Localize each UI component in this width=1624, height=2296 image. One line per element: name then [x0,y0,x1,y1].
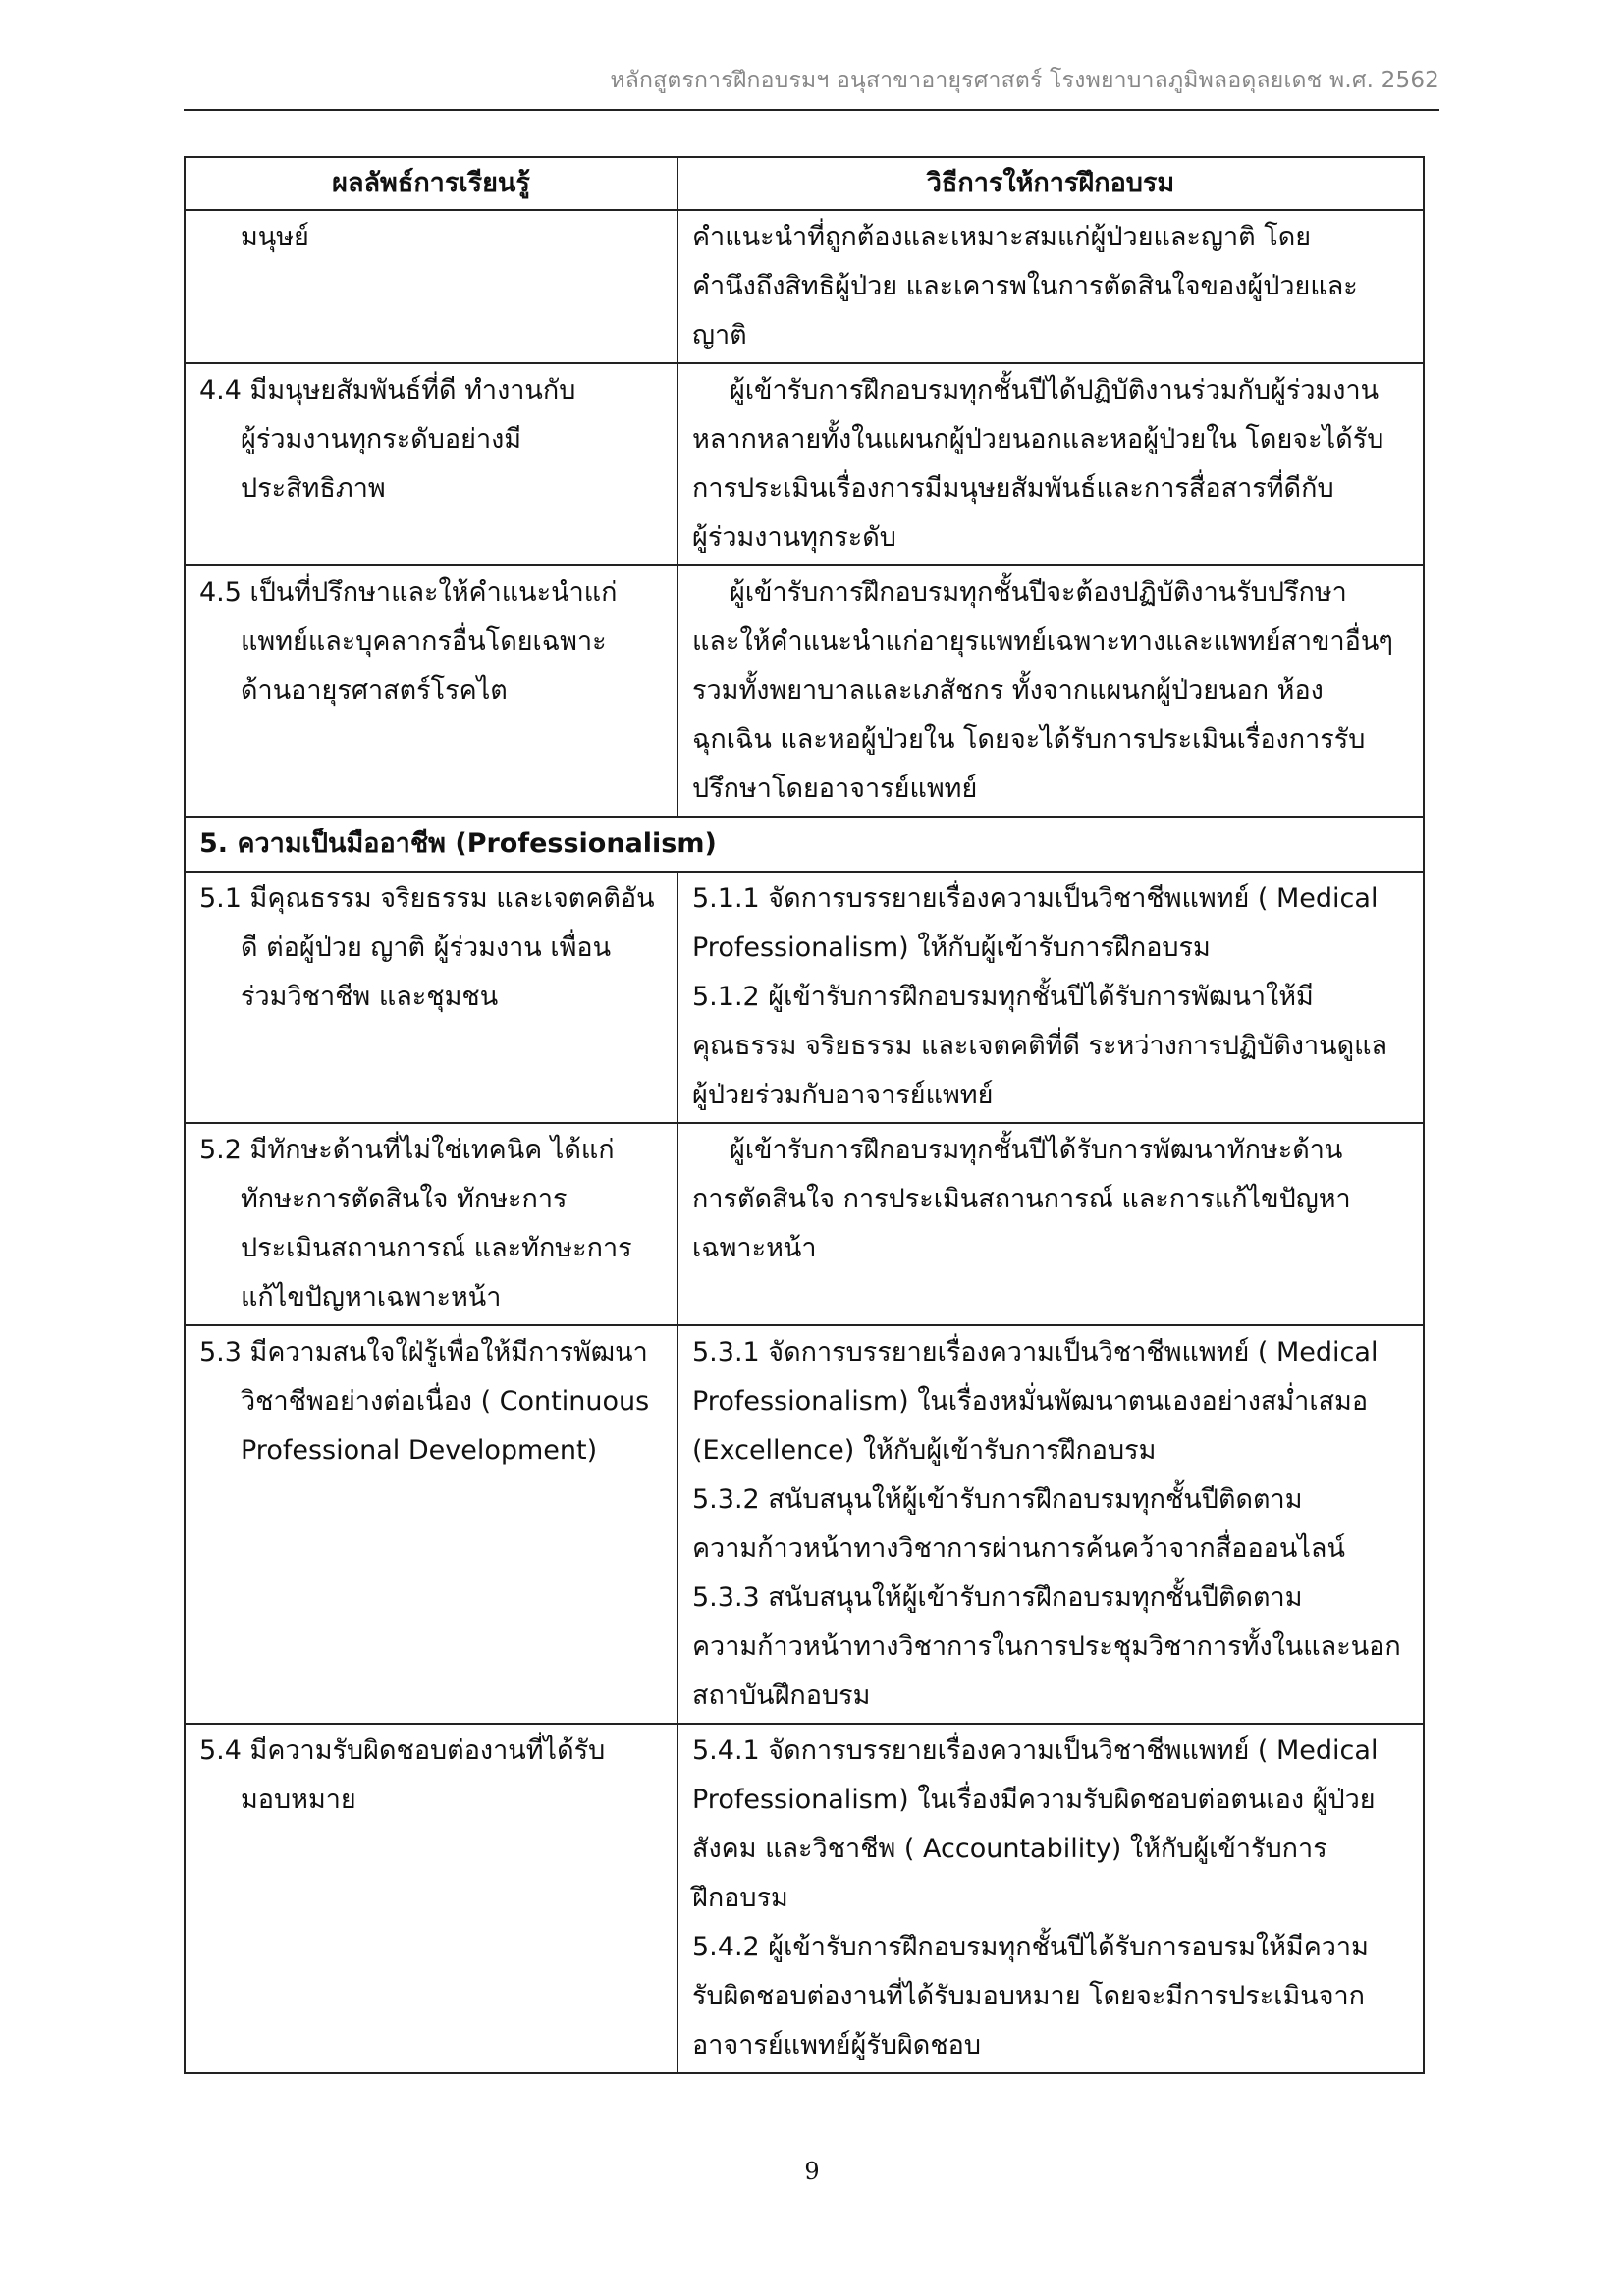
outcome-cell [185,210,677,363]
method-line: ความก้าวหน้าทางวิชาการในการประชุมวิชาการทั้งในและนอก [692,1631,1401,1662]
col-header-outcomes: ผลลัพธ์การเรียนรู้ [185,157,677,210]
method-line: ผู้เข้ารับการฝึกอบรมทุกชั้นปีจะต้องปฏิบัติงานรับปรึกษา [730,577,1347,608]
outcome-line: 5.1 มีคุณธรรม จริยธรรม และเจตคติอัน [199,883,655,914]
method-line: คำแนะนำที่ถูกต้องและเหมาะสมแก่ผู้ป่วยและญาติ โดย [692,222,1312,252]
running-header: หลักสูตรการฝึกอบรมฯ อนุสาขาอายุรศาสตร์ โรงพยาบาลภูมิพลอดุลยเดช พ.ศ. 2562 [610,68,1439,93]
method-line: 5.4.2 ผู้เข้ารับการฝึกอบรมทุกชั้นปีได้รับการอบรมให้มีความ [692,1932,1369,1962]
method-line: Professionalism) ให้กับผู้เข้ารับการฝึกอบรม [692,933,1211,963]
table-row [185,363,1424,565]
outcome-line: 5.2 มีทักษะด้านที่ไม่ใช่เทคนิค ได้แก่ [199,1135,615,1165]
page-number: 9 [804,2158,820,2185]
col-header-methods: วิธีการให้การฝึกอบรม [677,157,1424,210]
outcome-line: ประเมินสถานการณ์ และทักษะการ [241,1233,632,1263]
outcome-line: แพทย์และบุคลากรอื่นโดยเฉพาะ [241,626,607,657]
table-row [185,565,1424,817]
method-line: ความก้าวหน้าทางวิชาการผ่านการค้นคว้าจากสื่อออนไลน์ [692,1533,1345,1564]
outcome-line: มอบหมาย [241,1785,356,1815]
outcome-line: 5.3 มีความสนใจใฝ่รู้เพื่อให้มีการพัฒนา [199,1337,648,1367]
outcome-line: 4.4 มีมนุษยสัมพันธ์ที่ดี ทำงานกับ [199,375,576,405]
outcome-line: Professional Development) [241,1435,598,1466]
method-line: 5.1.2 ผู้เข้ารับการฝึกอบรมทุกชั้นปีได้รับการพัฒนาให้มี [692,982,1314,1012]
table-row [185,210,1424,363]
method-line: 5.3.2 สนับสนุนให้ผู้เข้ารับการฝึกอบรมทุกชั้นปีติดตาม [692,1484,1303,1515]
section-header-row [185,817,1424,872]
table-row [185,1724,1424,2073]
section-title: 5. ความเป็นมืออาชีพ (Professionalism) [185,817,1424,872]
method-line: เฉพาะหน้า [692,1233,817,1263]
outcome-line: ประสิทธิภาพ [241,473,386,504]
method-line: รับผิดชอบต่องานที่ได้รับมอบหมาย โดยจะมีการประเมินจาก [692,1981,1366,2011]
method-line: ฉุกเฉิน และหอผู้ป่วยใน โดยจะได้รับการประเมินเรื่องการรับ [692,724,1366,755]
method-line: และให้คำแนะนำแก่อายุรแพทย์เฉพาะทางและแพทย์สาขาอื่นๆ [692,626,1393,657]
method-line: อาจารย์แพทย์ผู้รับผิดชอบ [692,2030,981,2060]
outcome-line: 5.4 มีความรับผิดชอบต่องานที่ได้รับ [199,1735,606,1766]
curriculum-table [184,156,1425,2074]
outcome-line: 4.5 เป็นที่ปรึกษาและให้คำแนะนำแก่ [199,577,618,608]
method-line: 5.3.3 สนับสนุนให้ผู้เข้ารับการฝึกอบรมทุกชั้นปีติดตาม [692,1582,1303,1613]
method-line: ฝึกอบรม [692,1883,788,1913]
method-line: 5.3.1 จัดการบรรยายเรื่องความเป็นวิชาชีพแพทย์ ( Medical [692,1337,1379,1367]
outcome-cell [185,872,677,1123]
method-line: สังคม และวิชาชีพ ( Accountability) ให้กับผู้เข้ารับการ [692,1834,1327,1864]
outcome-cell [185,363,677,565]
method-line: การตัดสินใจ การประเมินสถานการณ์ และการแก้ไขปัญหา [692,1184,1351,1214]
method-line: 5.4.1 จัดการบรรยายเรื่องความเป็นวิชาชีพแพทย์ ( Medical [692,1735,1379,1766]
outcome-cell [185,565,677,817]
method-cell [677,1123,1424,1325]
method-line: ผู้ร่วมงานทุกระดับ [692,522,896,553]
method-line: คำนึงถึงสิทธิผู้ป่วย และเคารพในการตัดสินใจของผู้ป่วยและ [692,271,1358,301]
method-line: ปรึกษาโดยอาจารย์แพทย์ [692,774,978,804]
method-cell [677,872,1424,1123]
method-line: Professionalism) ในเรื่องหมั่นพัฒนาตนเองอย่างสม่ำเสมอ [692,1386,1369,1416]
method-cell [677,1724,1424,2073]
method-cell [677,210,1424,363]
table-row [185,1325,1424,1724]
outcome-line: แก้ไขปัญหาเฉพาะหน้า [241,1282,502,1312]
outcome-cell [185,1325,677,1724]
method-line: ผู้ป่วยร่วมกับอาจารย์แพทย์ [692,1080,994,1110]
method-line: (Excellence) ให้กับผู้เข้ารับการฝึกอบรม [692,1435,1157,1466]
method-line: รวมทั้งพยาบาลและเภสัชกร ทั้งจากแผนกผู้ป่วยนอก ห้อง [692,675,1324,706]
outcome-line: ผู้ร่วมงานทุกระดับอย่างมี [241,424,522,454]
outcome-line: ดี ต่อผู้ป่วย ญาติ ผู้ร่วมงาน เพื่อน [241,933,612,963]
method-line: 5.1.1 จัดการบรรยายเรื่องความเป็นวิชาชีพแพทย์ ( Medical [692,883,1379,914]
outcome-line: ร่วมวิชาชีพ และชุมชน [241,982,499,1012]
method-line: ผู้เข้ารับการฝึกอบรมทุกชั้นปีได้ปฏิบัติงานร่วมกับผู้ร่วมงาน [730,375,1380,405]
method-line: ผู้เข้ารับการฝึกอบรมทุกชั้นปีได้รับการพัฒนาทักษะด้าน [730,1135,1343,1165]
outcome-line: ด้านอายุรศาสตร์โรคไต [241,675,508,706]
outcome-line: ทักษะการตัดสินใจ ทักษะการ [241,1184,568,1214]
method-line: ญาติ [692,320,747,350]
outcome-cell [185,1123,677,1325]
method-line: หลากหลายทั้งในแผนกผู้ป่วยนอกและหอผู้ป่วยใน โดยจะได้รับ [692,424,1384,454]
method-cell [677,565,1424,817]
method-cell [677,1325,1424,1724]
header-rule [184,109,1439,111]
method-line: Professionalism) ในเรื่องมีความรับผิดชอบต่อตนเอง ผู้ป่วย [692,1785,1376,1815]
outcome-cell [185,1724,677,2073]
outcome-line: มนุษย์ [241,222,309,252]
method-line: คุณธรรม จริยธรรม และเจตคติที่ดี ระหว่างการปฏิบัติงานดูแล [692,1031,1388,1061]
table-header-row [185,157,1424,210]
method-cell [677,363,1424,565]
table-row [185,872,1424,1123]
table-row [185,1123,1424,1325]
method-line: สถาบันฝึกอบรม [692,1681,871,1711]
outcome-line: วิชาชีพอย่างต่อเนื่อง ( Continuous [241,1386,650,1416]
method-line: การประเมินเรื่องการมีมนุษยสัมพันธ์และการสื่อสารที่ดีกับ [692,473,1334,504]
